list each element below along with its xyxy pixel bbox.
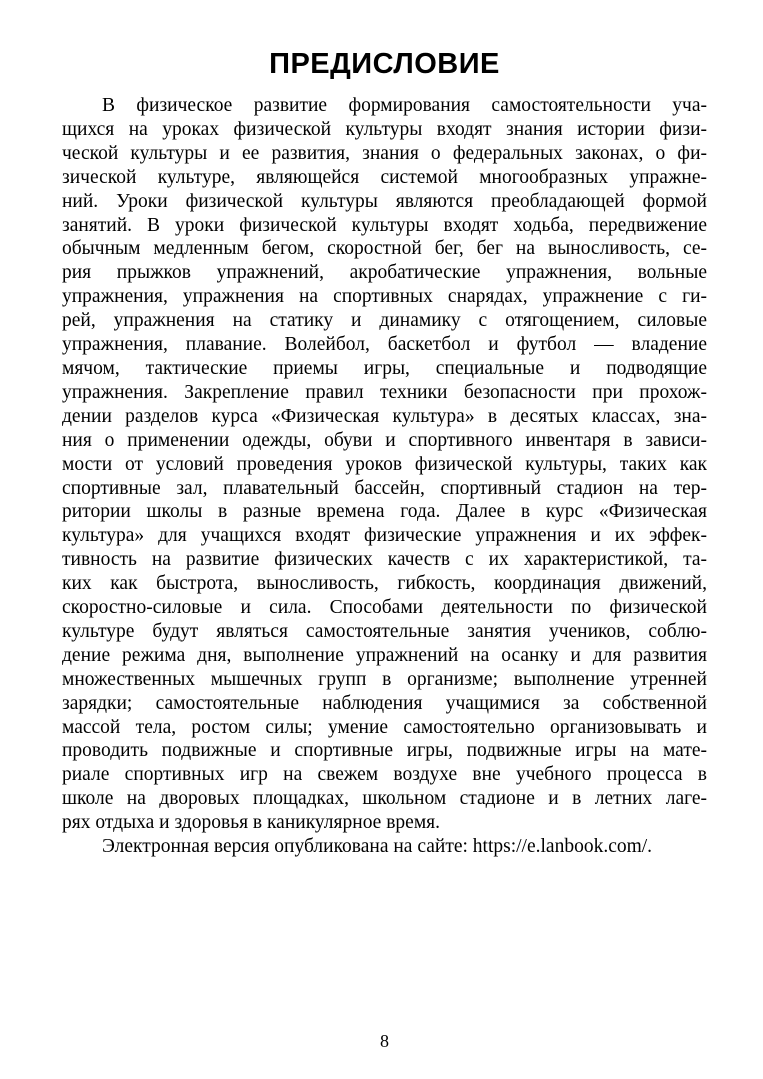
page-title: ПРЕДИСЛОВИЕ [269,48,500,80]
text-line: спортивные зал, плавательный бассейн, спортивный стадион на тер- [62,477,707,499]
text-line: проводить подвижные и спортивные игры, подвижные игры на мате- [62,740,707,762]
text-line: ния о применении одежды, обуви и спортивного инвентаря в зависи- [62,429,707,451]
text-line: рях отдыха и здоровья в каникулярное время. [62,812,441,834]
text-line: ких как быстрота, выносливость, гибкость, координация движений, [62,573,707,595]
text-line: культуре будут являться самостоятельные занятия учеников, соблю- [62,620,707,642]
text-line: массой тела, ростом силы; умение самостоятельно организовывать и [62,716,707,738]
paragraph-main [62,94,707,835]
text-line: В физическое развитие формирования самостоятельности уча- [102,95,707,116]
text-line: щихся на уроках физической культуры входят знания истории физи- [62,118,707,140]
text-line: упражнения, упражнения на спортивных снарядах, упражнение с ги- [62,286,707,308]
text-line: мячом, тактические приемы игры, специальные и подводящие [62,357,707,379]
paragraph-eversion-note [62,835,707,859]
text-line: упражнения. Закрепление правил техники безопасности при прохож- [62,381,707,403]
text-line: ческой культуры и ее развития, знания о федеральных законах, о фи- [62,142,707,164]
text-line: Электронная версия опубликована на сайте: https://e.lanbook.com/. [102,836,653,858]
text-line: скоростно-силовые и сила. Способами деятельности по физической [62,597,707,619]
text-line: ний. Уроки физической культуры являются преобладающей формой [62,190,707,212]
text-line: занятий. В уроки физической культуры входят ходьба, передвижение [62,214,707,236]
text-line: упражнения, плавание. Волейбол, баскетбол и футбол — владение [62,334,707,356]
text-line: множественных мышечных групп в организме; выполнение утренней [62,668,707,690]
text-line: культура» для учащихся входят физические упражнения и их эффек- [62,525,707,547]
text-line: зической культуре, являющейся системой многообразных упражне- [62,166,707,188]
text-line: школе на дворовых площадках, школьном стадионе и в летних лаге- [62,788,707,810]
text-line: дение режима дня, выполнение упражнений на осанку и для развития [62,644,707,666]
text-line: рей, упражнения на статику и динамику с отягощением, силовые [62,310,707,332]
text-line: ритории школы в разные времена года. Далее в курс «Физическая [62,501,707,523]
text-line: дении разделов курса «Физическая культура» в десятых классах, зна- [62,405,707,427]
text-line: зарядки; самостоятельные наблюдения учащимися за собственной [62,692,707,714]
text-line: тивность на развитие физических качеств с их характеристикой, та- [62,549,707,571]
text-line: обычным медленным бегом, скоростной бег, бег на выносливость, се- [62,238,707,260]
text-line: мости от условий проведения уроков физической культуры, таких как [62,453,707,475]
page-number: 8 [380,1031,389,1051]
text-line: рия прыжков упражнений, акробатические упражнения, вольные [62,262,707,284]
text-line: риале спортивных игр на свежем воздухе вне учебного процесса в [62,764,707,786]
preface-body [62,94,707,859]
